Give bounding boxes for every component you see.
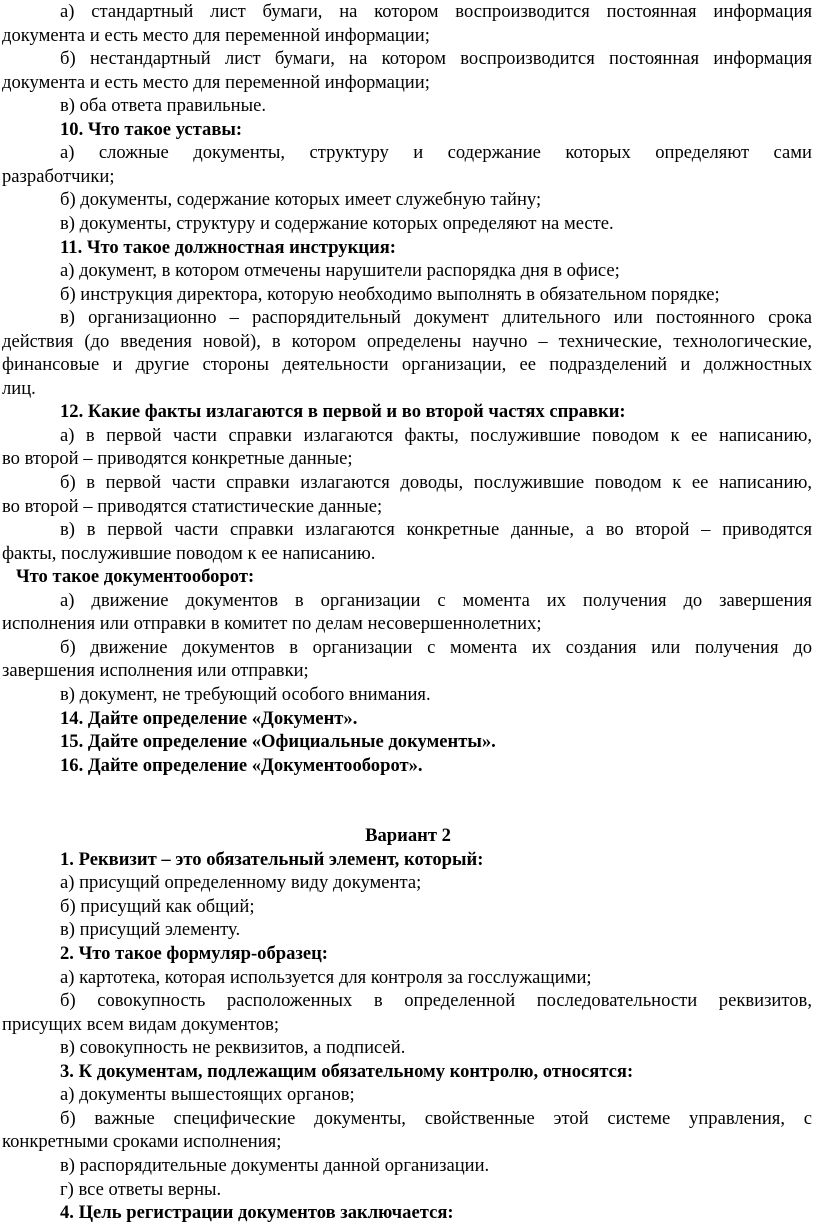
- document-text-line: б) документы, содержание которых имеет служебную тайну;: [60, 189, 542, 211]
- document-text-line: б) инструкция директора, которую необходимо выполнять в обязательном порядке;: [60, 283, 720, 305]
- document-text-line: в) присущий элементу.: [60, 919, 241, 941]
- document-text-line: во второй – приводятся конкретные данные;: [2, 448, 353, 470]
- document-heading: Что такое документооборот:: [16, 566, 255, 588]
- document-heading: 2. Что такое формуляр-образец:: [60, 943, 329, 964]
- document-text-line: а) картотека, которая используется для контроля за госслужащими;: [60, 966, 592, 988]
- document-text-line: в) документы, структуру и содержание которых определяют на месте.: [60, 212, 614, 234]
- document-text-line: г) все ответы верны.: [60, 1178, 222, 1200]
- document-text-line: а) движение документов в организации с момента их получения до завершения: [60, 589, 812, 611]
- document-text-line: а) присущий определенному виду документа;: [60, 872, 422, 894]
- document-text-line: документа и есть место для переменной информации;: [2, 71, 430, 93]
- document-text-line: в) документ, не требующий особого внимания.: [60, 683, 431, 705]
- document-text-line: в) распорядительные документы данной организации.: [60, 1154, 490, 1176]
- document-text-line: документа и есть место для переменной информации;: [2, 24, 430, 46]
- document-text-line: лиц.: [2, 377, 36, 399]
- document-text-line: в) оба ответа правильные.: [60, 95, 266, 117]
- document-heading: 4. Цель регистрации документов заключается:: [60, 1202, 454, 1224]
- document-text-line: в) организационно – распорядительный документ длительного или постоянного срока: [60, 307, 812, 329]
- document-text-line: а) документы вышестоящих органов;: [60, 1084, 355, 1106]
- document-heading: Вариант 2: [365, 825, 451, 847]
- document-text-line: действия (до введения новой), в котором определены научно – технические, технологические,: [2, 330, 812, 352]
- document-text-line: б) движение документов в организации с момента их создания или получения до: [60, 636, 812, 658]
- document-text-line: во второй – приводятся статистические данные;: [2, 495, 383, 517]
- document-text-line: б) нестандартный лист бумаги, на котором воспроизводится постоянная информация: [60, 48, 812, 70]
- document-text-line: б) важные специфические документы, свойственные этой системе управления, с: [60, 1107, 812, 1129]
- document-text-line: завершения исполнения или отправки;: [2, 660, 309, 682]
- document-text-line: а) документ, в котором отмечены нарушители распорядка дня в офисе;: [60, 260, 620, 282]
- document-text-line: б) совокупность расположенных в определенной последовательности реквизитов,: [60, 990, 812, 1012]
- document-text-line: разработчики;: [2, 165, 115, 187]
- document-heading: 1. Реквизит – это обязательный элемент, который:: [60, 848, 484, 870]
- document-text-line: б) присущий как общий;: [60, 895, 255, 917]
- document-text-line: финансовые и другие стороны деятельности организации, ее подразделений и должностных: [2, 354, 812, 376]
- document-heading: 14. Дайте определение «Документ».: [60, 707, 358, 729]
- document-text-line: а) стандартный лист бумаги, на котором воспроизводится постоянная информация: [60, 1, 812, 22]
- document-heading: 15. Дайте определение «Официальные документы».: [60, 731, 496, 753]
- document-heading: 3. К документам, подлежащим обязательному контролю, относятся:: [60, 1060, 634, 1082]
- document-text-line: б) в первой части справки излагаются доводы, послужившие поводом к ее написанию,: [60, 472, 812, 493]
- document-text-line: присущих всем видам документов;: [2, 1013, 280, 1035]
- document-text-line: в) в первой части справки излагаются конкретные данные, а во второй – приводятся: [60, 519, 812, 541]
- document-heading: 10. Что такое уставы:: [60, 118, 243, 140]
- document-heading: 12. Какие факты излагаются в первой и во второй частях справки:: [60, 401, 626, 423]
- document-text-line: конкретными сроками исполнения;: [2, 1131, 282, 1153]
- document-text-line: исполнения или отправки в комитет по делам несовершеннолетних;: [2, 613, 542, 635]
- document-text-line: в) совокупность не реквизитов, а подписей.: [60, 1037, 406, 1059]
- document-heading: 11. Что такое должностная инструкция:: [60, 236, 396, 258]
- document-heading: 16. Дайте определение «Документооборот».: [60, 754, 423, 776]
- document-text-line: а) сложные документы, структуру и содержание которых определяют сами: [60, 142, 812, 164]
- document-text-line: а) в первой части справки излагаются факты, послужившие поводом к ее написанию,: [60, 424, 812, 446]
- document-text-line: факты, послужившие поводом к ее написанию.: [2, 542, 376, 564]
